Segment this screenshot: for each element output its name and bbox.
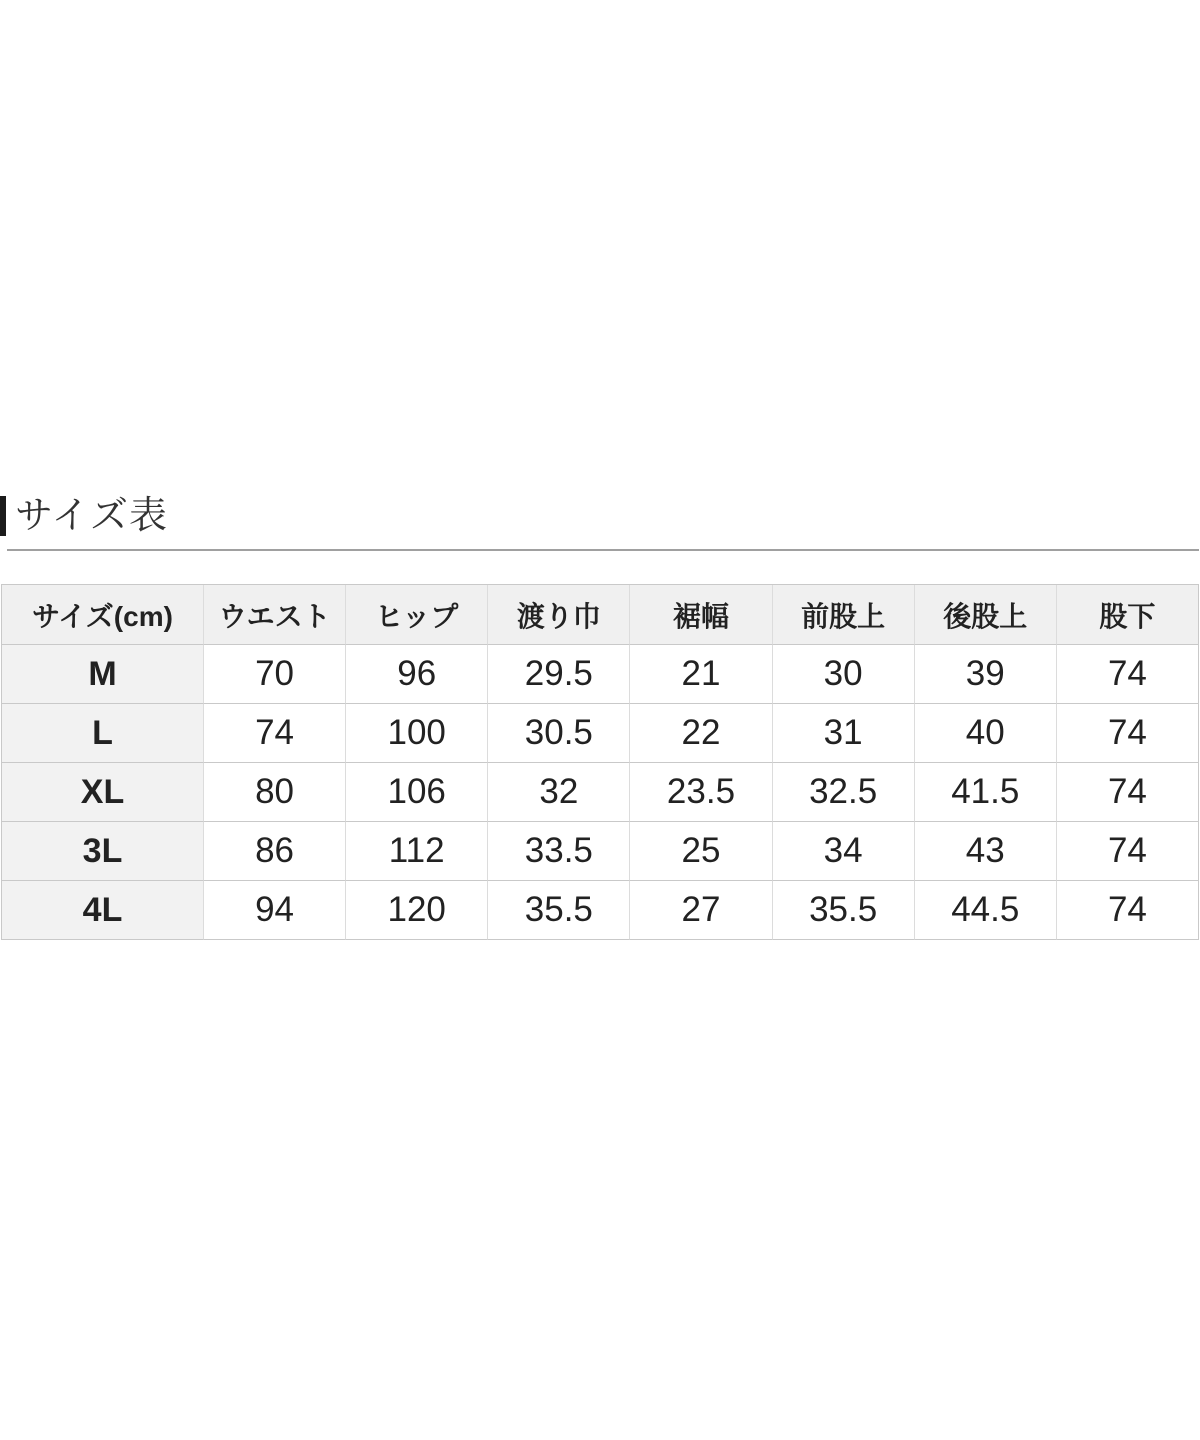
size-table-cell: 74 [204,704,346,763]
size-table-cell: 25 [630,822,772,881]
header-cell-front-rise: 前股上 [773,585,915,645]
header-cell-hip: ヒップ [346,585,488,645]
size-table [1,584,1199,940]
size-table-cell: 35.5 [773,881,915,940]
size-table-cell: 39 [915,645,1057,704]
size-table-cell: 30 [773,645,915,704]
size-table-cell: 96 [346,645,488,704]
table-row-xl [2,763,1199,822]
section-header [0,494,1200,538]
size-table-cell: 74 [1057,704,1199,763]
size-table-cell: 41.5 [915,763,1057,822]
size-table-cell: 40 [915,704,1057,763]
size-row-label: 3L [2,822,204,881]
size-table-cell: 74 [1057,763,1199,822]
size-table-cell: 74 [1057,881,1199,940]
header-cell-thigh-width: 渡り巾 [488,585,630,645]
size-row-label: 4L [2,881,204,940]
size-table-cell: 74 [1057,822,1199,881]
size-table-cell: 43 [915,822,1057,881]
size-table-cell: 32 [488,763,630,822]
header-cell-inseam: 股下 [1057,585,1199,645]
size-table-cell: 100 [346,704,488,763]
size-table-cell: 70 [204,645,346,704]
table-row-m [2,645,1199,704]
size-row-label: L [2,704,204,763]
size-table-cell: 80 [204,763,346,822]
size-table-wrap [1,584,1199,940]
section-title: サイズ表 [15,495,168,537]
size-row-label: M [2,645,204,704]
size-table-cell: 30.5 [488,704,630,763]
header-cell-waist: ウエスト [204,585,346,645]
size-table-cell: 120 [346,881,488,940]
header-cell-hem-width: 裾幅 [630,585,772,645]
size-table-cell: 94 [204,881,346,940]
size-table-cell: 22 [630,704,772,763]
header-cell-size: サイズ(cm) [2,585,204,645]
title-divider [7,549,1199,551]
size-table-cell: 21 [630,645,772,704]
table-row-3l [2,822,1199,881]
size-table-cell: 34 [773,822,915,881]
size-table-cell: 35.5 [488,881,630,940]
size-table-cell: 106 [346,763,488,822]
size-table-cell: 33.5 [488,822,630,881]
size-row-label: XL [2,763,204,822]
title-accent-bar [0,496,6,536]
size-table-cell: 32.5 [773,763,915,822]
size-table-cell: 44.5 [915,881,1057,940]
size-table-cell: 27 [630,881,772,940]
header-cell-back-rise: 後股上 [915,585,1057,645]
size-table-header-row [2,585,1199,645]
size-table-cell: 86 [204,822,346,881]
size-table-cell: 23.5 [630,763,772,822]
size-table-cell: 112 [346,822,488,881]
size-table-cell: 74 [1057,645,1199,704]
size-table-cell: 31 [773,704,915,763]
table-row-4l [2,881,1199,940]
table-row-l [2,704,1199,763]
size-table-cell: 29.5 [488,645,630,704]
